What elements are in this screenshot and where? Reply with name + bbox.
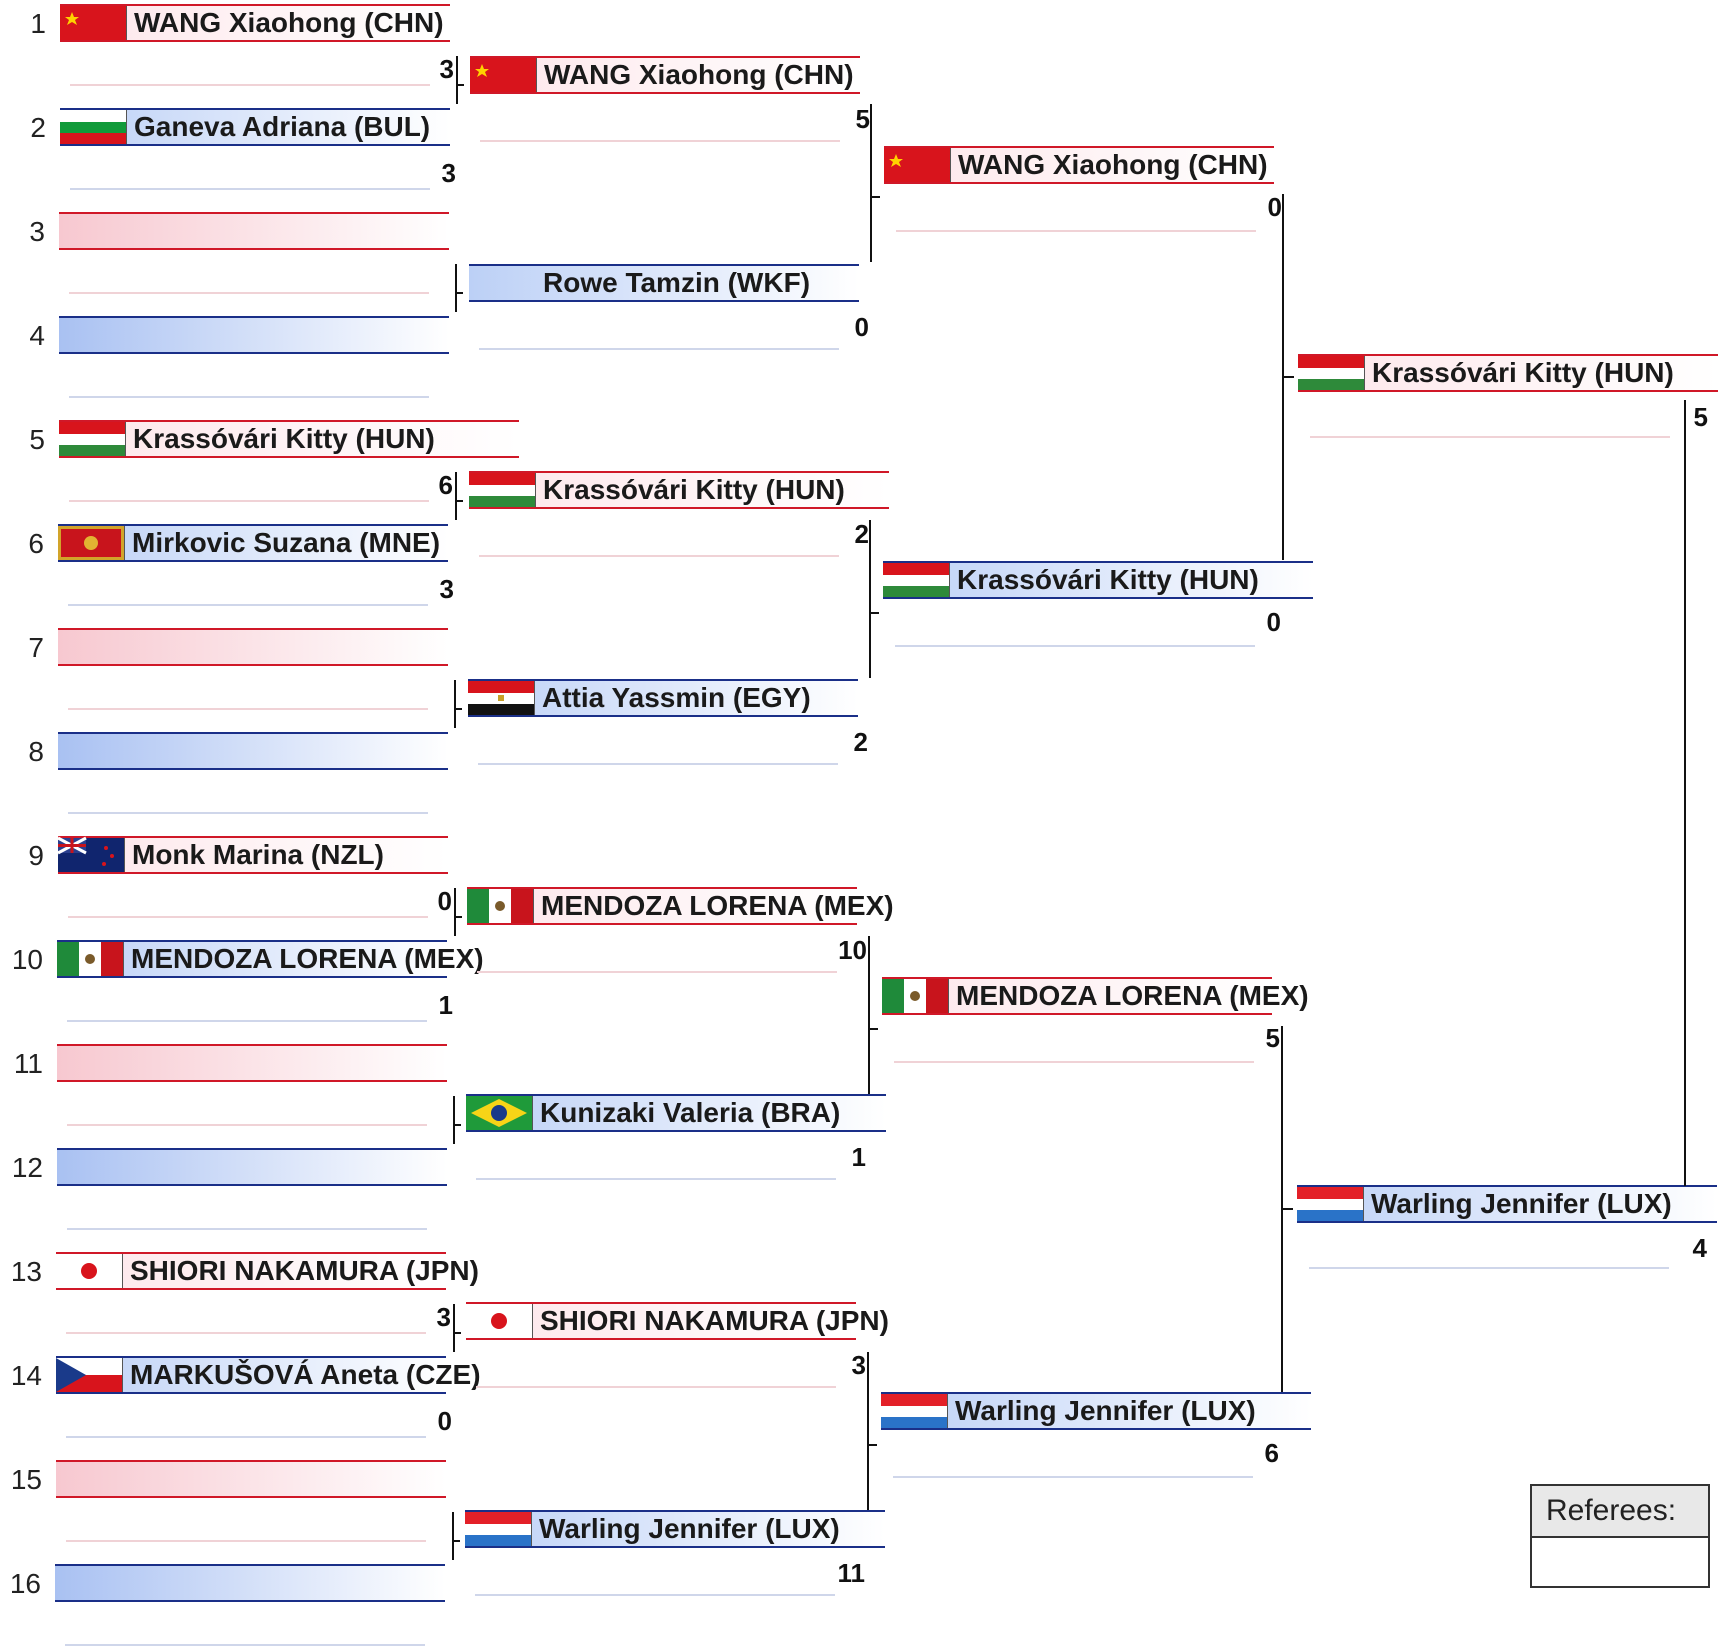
- competitor-name: Warling Jennifer (LUX): [1371, 1188, 1672, 1219]
- round3-score: 0: [1267, 192, 1282, 222]
- round4-slot-1[interactable]: [1298, 354, 1718, 392]
- round2-slot-2[interactable]: [469, 264, 859, 302]
- hungary-flag-icon: [1298, 356, 1365, 390]
- round2-score: 2: [854, 519, 869, 549]
- round2-slot-8[interactable]: [465, 1510, 885, 1548]
- divider-line: [68, 812, 428, 814]
- competitor-name: SHIORI NAKAMURA (JPN): [130, 1255, 479, 1286]
- round1-slot-14[interactable]: [56, 1356, 481, 1394]
- hungary-flag-icon: [883, 563, 950, 597]
- luxembourg-flag-icon: [1297, 1187, 1364, 1221]
- divider-line: [1310, 436, 1670, 438]
- bracket-connector: [453, 1332, 461, 1334]
- round1-slot-2[interactable]: [60, 108, 450, 146]
- competitor-name: Krassóvári Kitty (HUN): [957, 564, 1259, 595]
- round2-score: 5: [855, 104, 870, 134]
- japan-flag-icon: [466, 1304, 533, 1338]
- bracket-connector: [454, 680, 456, 728]
- round1-slot-9[interactable]: [58, 836, 448, 874]
- newzealand-flag-icon: [58, 838, 125, 872]
- competitor-name: Ganeva Adriana (BUL): [134, 111, 431, 142]
- round1-slot-12[interactable]: [57, 1148, 447, 1186]
- montenegro-flag-icon: [58, 526, 125, 560]
- round1-slot-6[interactable]: [58, 524, 448, 562]
- china-flag-icon: [60, 6, 127, 40]
- competitor-name: MARKUŠOVÁ Aneta (CZE): [130, 1359, 481, 1390]
- round1-slot-3[interactable]: [59, 212, 449, 250]
- divider-line: [479, 555, 839, 557]
- competitor-name: Krassóvári Kitty (HUN): [1372, 357, 1674, 388]
- seed-number: 13: [10, 1256, 42, 1287]
- round2-score: 11: [837, 1558, 865, 1588]
- referees-label: Referees:: [1532, 1486, 1708, 1538]
- bracket-connector: [453, 1304, 455, 1352]
- round3-score: 0: [1266, 607, 1281, 637]
- round3-slot-3[interactable]: [882, 977, 1309, 1015]
- divider-line: [477, 971, 837, 973]
- round1-score: 3: [441, 158, 456, 188]
- mexico-flag-icon: [57, 942, 124, 976]
- round2-score: 3: [851, 1350, 866, 1380]
- divider-line: [475, 1594, 835, 1596]
- seed-number: 7: [28, 632, 44, 663]
- bracket-connector: [452, 1512, 454, 1560]
- brazil-flag-icon: [466, 1096, 533, 1130]
- competitor-name: Krassóvári Kitty (HUN): [133, 423, 435, 454]
- divider-line: [67, 1020, 427, 1022]
- divider-line: [69, 292, 429, 294]
- divider-line: [480, 140, 840, 142]
- divider-line: [478, 763, 838, 765]
- competitor-name: MENDOZA LORENA (MEX): [131, 943, 484, 974]
- divider-line: [66, 1436, 426, 1438]
- divider-line: [69, 396, 429, 398]
- round1-red-score: 6: [438, 470, 453, 500]
- round4-score: 5: [1693, 402, 1708, 432]
- seed-number: 16: [9, 1568, 41, 1599]
- divider-line: [894, 1061, 1254, 1063]
- divider-line: [70, 84, 430, 86]
- bracket-connector: [867, 1444, 877, 1446]
- round1-score: 0: [437, 1406, 452, 1436]
- competitor-name: MENDOZA LORENA (MEX): [956, 980, 1309, 1011]
- round1-slot-7[interactable]: [58, 628, 448, 666]
- bracket-connector: [455, 264, 457, 312]
- divider-line: [896, 230, 1256, 232]
- seed-number: 10: [11, 944, 43, 975]
- divider-line: [66, 1332, 426, 1334]
- bracket-connector: [456, 84, 464, 86]
- divider-line: [68, 916, 428, 918]
- round3-score: 5: [1265, 1023, 1280, 1053]
- round2-slot-3[interactable]: [469, 471, 889, 509]
- bracket-connector: [455, 500, 463, 502]
- bracket-connector: [870, 104, 872, 262]
- round1-slot-4[interactable]: [59, 316, 449, 354]
- bracket-connector: [867, 1352, 869, 1510]
- hungary-flag-icon: [59, 422, 126, 456]
- china-flag-icon: [884, 148, 951, 182]
- round1-red-score: 3: [439, 54, 454, 84]
- competitor-name: Attia Yassmin (EGY): [542, 682, 811, 713]
- round3-slot-4[interactable]: [881, 1392, 1311, 1430]
- competitor-name: Warling Jennifer (LUX): [955, 1395, 1256, 1426]
- round2-slot-1[interactable]: [470, 56, 860, 94]
- round1-score: 1: [438, 990, 453, 1020]
- round2-score: 10: [838, 935, 867, 965]
- divider-line: [67, 1124, 427, 1126]
- bulgaria-flag-icon: [60, 110, 127, 144]
- seed-number: 2: [30, 112, 46, 143]
- egypt-flag-icon: [468, 681, 535, 715]
- round4-slot-2[interactable]: [1297, 1185, 1717, 1223]
- competitor-name: WANG Xiaohong (CHN): [958, 149, 1268, 180]
- round2-slot-6[interactable]: [466, 1094, 886, 1132]
- round3-slot-1[interactable]: [884, 146, 1274, 184]
- competitor-name: SHIORI NAKAMURA (JPN): [540, 1305, 889, 1336]
- china-flag-icon: [470, 58, 537, 92]
- seed-number: 11: [13, 1048, 43, 1079]
- round1-red-score: 0: [437, 886, 452, 916]
- luxembourg-flag-icon: [881, 1394, 948, 1428]
- bracket-connector: [454, 916, 462, 918]
- bracket-connector: [452, 1540, 460, 1542]
- czech-flag-icon: [56, 1358, 123, 1392]
- divider-line: [68, 604, 428, 606]
- bracket-connector: [453, 1124, 461, 1126]
- mexico-flag-icon: [467, 889, 534, 923]
- referees-box: [1530, 1484, 1710, 1588]
- seed-number: 9: [28, 840, 44, 871]
- bracket-connector: [869, 612, 879, 614]
- divider-line: [895, 645, 1255, 647]
- round1-slot-15[interactable]: [56, 1460, 446, 1498]
- hungary-flag-icon: [469, 473, 536, 507]
- round4-score: 4: [1692, 1233, 1707, 1263]
- round1-red-score: 3: [436, 1302, 451, 1332]
- competitor-name: WANG Xiaohong (CHN): [544, 59, 854, 90]
- round3-slot-2[interactable]: [883, 561, 1313, 599]
- bracket-connector: [870, 196, 880, 198]
- round1-slot-13[interactable]: [56, 1252, 479, 1290]
- competitor-name: Kunizaki Valeria (BRA): [540, 1097, 841, 1128]
- seed-number: 14: [10, 1360, 42, 1391]
- competitor-name: Rowe Tamzin (WKF): [543, 267, 811, 298]
- divider-line: [893, 1476, 1253, 1478]
- bracket-connector: [453, 1096, 455, 1144]
- seed-number: 1: [30, 8, 46, 39]
- competitor-name: Mirkovic Suzana (MNE): [132, 527, 441, 558]
- round2-score: 0: [854, 312, 869, 342]
- competitor-name: Monk Marina (NZL): [132, 839, 384, 870]
- bracket-connector: [456, 56, 458, 104]
- round2-slot-4[interactable]: [468, 679, 858, 717]
- round1-slot-5[interactable]: [59, 420, 519, 458]
- round1-slot-16[interactable]: [55, 1564, 445, 1602]
- bracket-connector: [1281, 1208, 1293, 1210]
- bracket-connector: [868, 936, 870, 1094]
- competitor-name: WANG Xiaohong (CHN): [134, 7, 444, 38]
- mexico-flag-icon: [882, 979, 949, 1013]
- seed-number: 4: [29, 320, 45, 351]
- bracket-connector: [868, 1028, 878, 1030]
- round1-score: 3: [439, 574, 454, 604]
- bracket-connector: [455, 472, 457, 520]
- seed-number: 8: [28, 736, 44, 767]
- bracket-connector: [454, 888, 456, 936]
- seed-number: 12: [11, 1152, 43, 1183]
- round2-slot-5[interactable]: [467, 887, 894, 925]
- bracket-connector: [454, 708, 462, 710]
- luxembourg-flag-icon: [465, 1512, 532, 1546]
- divider-line: [479, 348, 839, 350]
- divider-line: [66, 1540, 426, 1542]
- seed-number: 3: [29, 216, 45, 247]
- divider-line: [69, 500, 429, 502]
- divider-line: [1309, 1267, 1669, 1269]
- seed-number: 15: [10, 1464, 42, 1495]
- bracket-connector: [1282, 376, 1294, 378]
- seed-number: 6: [28, 528, 44, 559]
- round1-slot-10[interactable]: [57, 940, 484, 978]
- competitor-name: Warling Jennifer (LUX): [539, 1513, 840, 1544]
- divider-line: [476, 1178, 836, 1180]
- seed-number: 5: [29, 424, 45, 455]
- competitor-name: Krassóvári Kitty (HUN): [543, 474, 845, 505]
- competitor-name: MENDOZA LORENA (MEX): [541, 890, 894, 921]
- round1-slot-11[interactable]: [57, 1044, 447, 1082]
- bracket-connector: [455, 292, 463, 294]
- divider-line: [476, 1386, 836, 1388]
- divider-line: [68, 708, 428, 710]
- round1-slot-8[interactable]: [58, 732, 448, 770]
- bracket-connector: [1684, 400, 1686, 1186]
- round2-score: 1: [851, 1142, 866, 1172]
- round2-score: 2: [853, 727, 868, 757]
- round2-slot-7[interactable]: [466, 1302, 889, 1340]
- divider-line: [70, 188, 430, 190]
- round1-slot-1[interactable]: [60, 4, 450, 42]
- round3-score: 6: [1264, 1438, 1279, 1468]
- divider-line: [67, 1228, 427, 1230]
- bracket-connector: [869, 520, 871, 678]
- japan-flag-icon: [56, 1254, 123, 1288]
